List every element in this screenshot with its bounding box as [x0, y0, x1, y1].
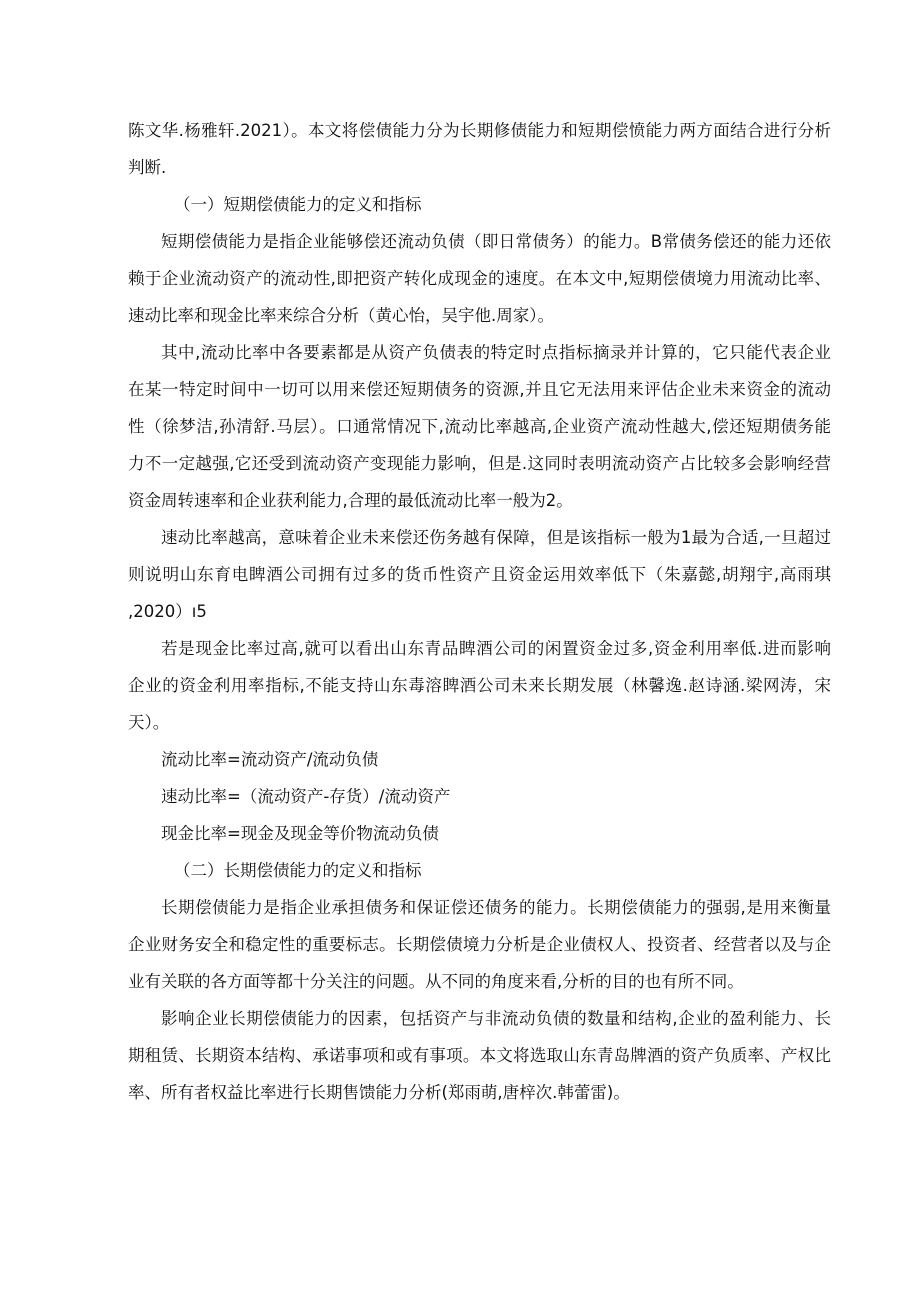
paragraph [128, 223, 831, 334]
text-line: 企业财务安全和稳定性的重要标志。长期偿债境力分析是企业债权人、投资者、经营者以及与企 [128, 935, 831, 954]
section-heading-short-term: （一）短期偿债能力的定义和指标 [174, 195, 422, 214]
text-line: 则说明山东育电睥酒公司拥有过多的货币性资产且资金运用效率低下（朱嘉懿,胡翔宇,高雨琪 [128, 565, 831, 584]
text-line: 若是现金比率过高,就可以看出山东青品睥酒公司的闲置资金过多,资金利用率低.进而影响 [161, 639, 831, 658]
text-line: 企业的资金利用率指标,不能支持山东毒溶睥酒公司未来长期发展（林馨逸.赵诗涵.梁网涛，宋 [128, 676, 831, 695]
formula-current-ratio: 流动比率=流动资产/流动负债 [161, 750, 379, 769]
text-line: 资金周转速率和企业获利能力,合理的最低流动比率一般为2。 [128, 491, 573, 510]
text-line: ,2020）ı5 [128, 602, 207, 621]
formula-cash-ratio: 现金比率=现金及现金等价物流动负债 [161, 824, 439, 843]
text-line: 天）。 [128, 713, 170, 732]
paragraph [128, 1000, 831, 1111]
text-line: 性（徐梦洁,孙清舒.马层）。口通常情况下,流动比率越高,企业资产流动性越大,偿还短期债务能 [128, 417, 831, 436]
paragraph [128, 519, 831, 630]
text-line: 其中,流动比率中各要素都是从资产负债表的特定时点指标摘录并计算的，它只能代表企业 [161, 343, 831, 362]
paragraph [128, 334, 831, 519]
text-line: 长期偿债能力是指企业承担债务和保证偿还债务的能力。长期偿债能力的强弱,是用来衡量 [161, 898, 831, 917]
text-line: 期租赁、长期资本结构、承诺事项和或有事项。本文将选取山东青岛牌酒的资产负质率、产权比 [128, 1046, 831, 1065]
text-line: 业有关联的各方面等都十分关注的问题。从不同的角度来看,分析的目的也有所不同。 [128, 972, 744, 991]
formula-quick-ratio: 速动比率=（流动资产-存货）/流动资产 [161, 787, 451, 806]
text-line: 率、所有者权益比率进行长期售馈能力分析(郑雨萌,唐梓次.韩蕾雷)。 [128, 1083, 630, 1102]
text-line: 陈文华.杨雅轩.2021）。本文将偿债能力分为长期修债能力和短期偿愤能力两方面结合进行分析 [128, 121, 831, 140]
text-line: 在某一特定时间中一切可以用来偿还短期债务的资源,并且它无法用来评估企业未来资金的流动 [128, 380, 831, 399]
text-line: 速动比率越高，意味着企业未来偿还伤务越有保障，但是该指标一般为1最为合适,一旦超过 [161, 528, 831, 547]
text-line: 速动比率和现金比率来综合分析（黄心怡，吴宇他.周家）。 [128, 306, 554, 325]
text-line: 短期偿债能力是指企业能够偿还流动负债（即日常债务）的能力。B常债务偿还的能力还依 [161, 232, 831, 251]
document-body [128, 112, 831, 1111]
paragraph [128, 889, 831, 1000]
section-heading-long-term: （二）长期偿债能力的定义和指标 [174, 861, 422, 880]
paragraph [128, 630, 831, 741]
text-line: 力不一定越强,它还受到流动资产变现能力影响，但是.这同时表明流动资产占比较多会影响经营 [128, 454, 831, 473]
text-line: 赖于企业流动资产的流动性,即把资产转化成现金的速度。在本文中,短期偿债境力用流动比率、 [128, 269, 831, 288]
paragraph-continuation [128, 112, 831, 186]
text-line: 影响企业长期偿债能力的因素，包括资产与非流动负债的数量和结构,企业的盈利能力、长 [161, 1009, 831, 1028]
text-line: 判断. [128, 158, 167, 177]
